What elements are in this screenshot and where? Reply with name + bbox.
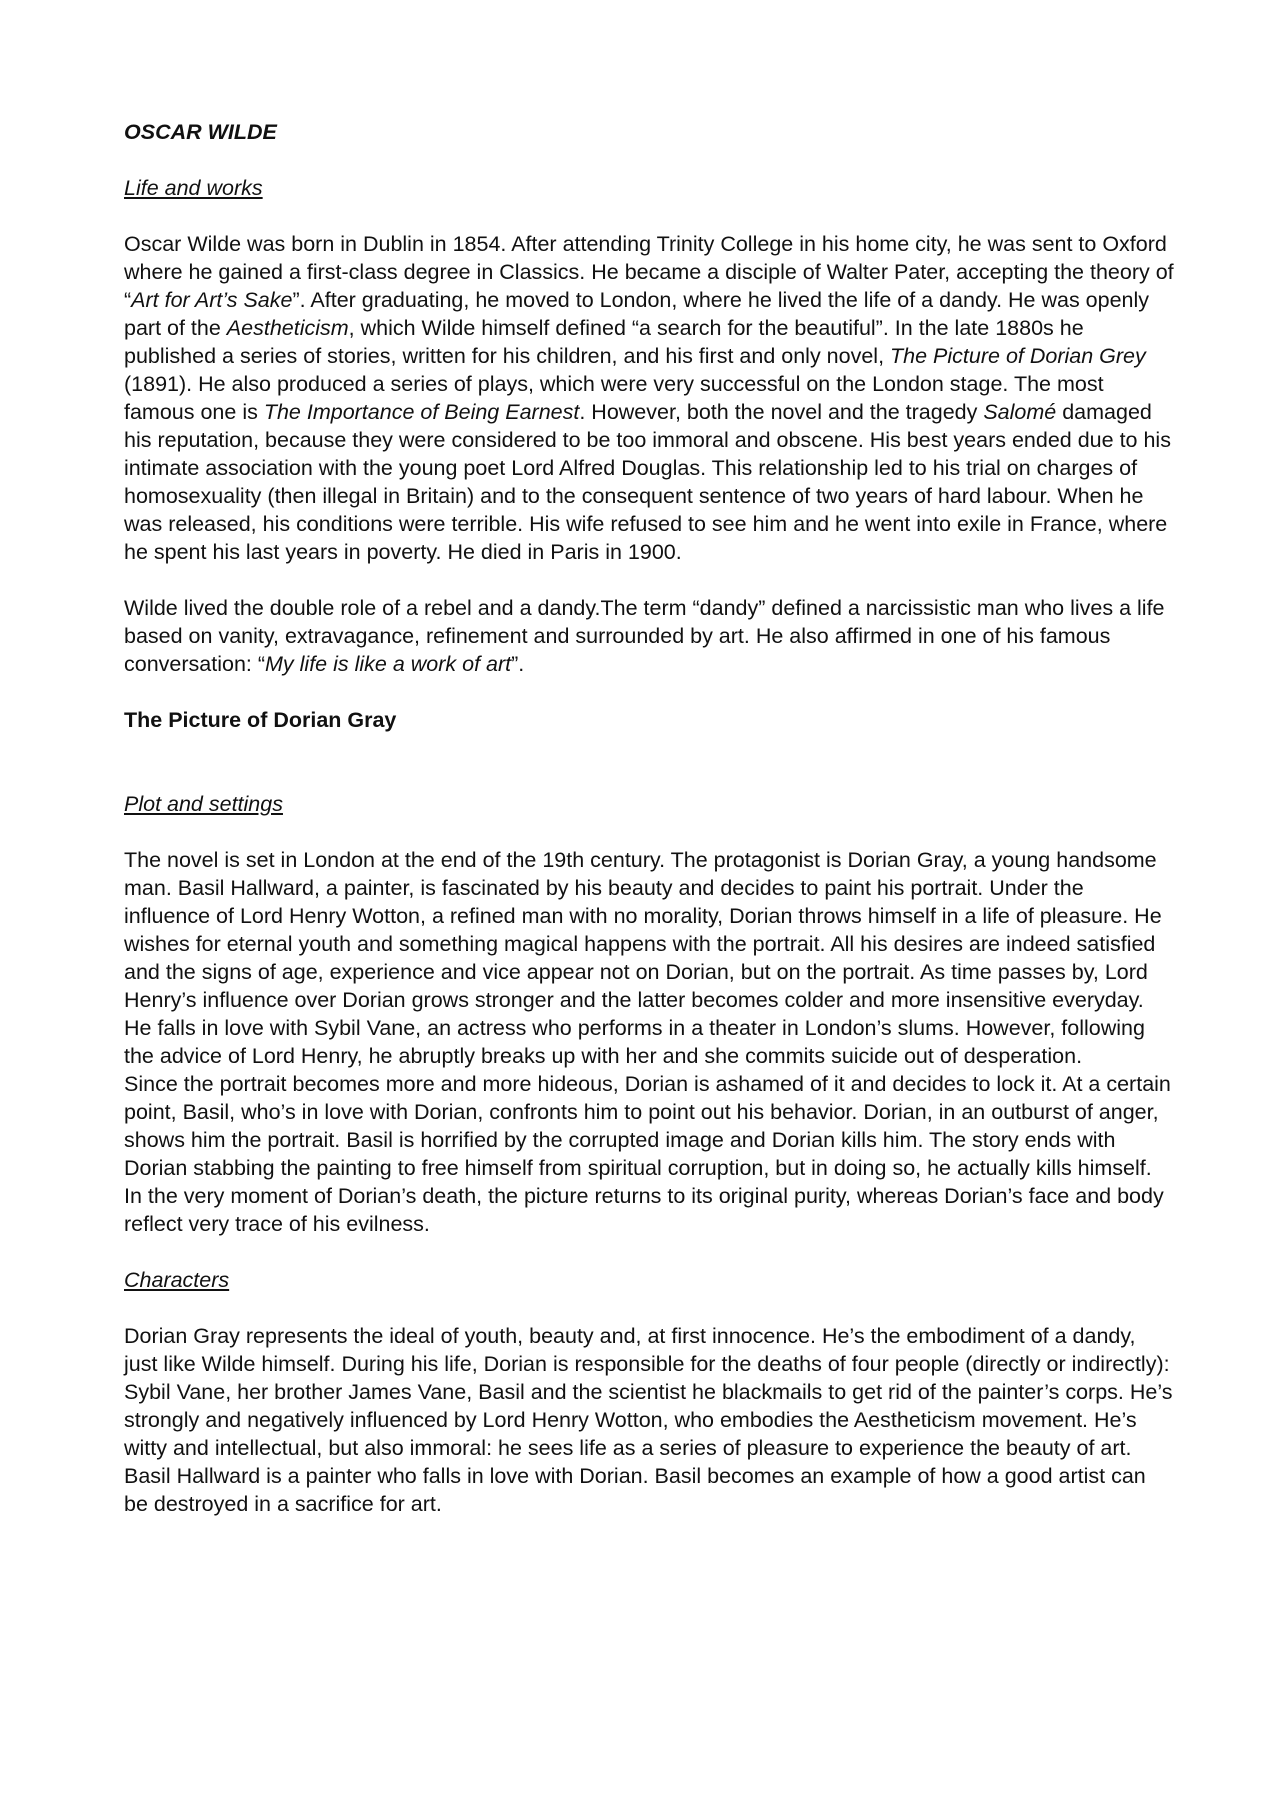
text-run: Oscar Wilde was born in Dublin in 1854. After attending Trinity College in his home city, he was sent to Oxford where he gained a first-class degree in Classics. He became a disciple of Walter Pater, accepting the theory of “ <box>124 232 1174 312</box>
italic-text-run: Salomé <box>983 400 1057 424</box>
life-and-works-paragraph-1 <box>124 230 1174 566</box>
italic-text-run: My life is like a work of art <box>265 652 512 676</box>
text-run: , which Wilde himself defined “a search for the beautiful”. In the late 1880s he published a series of stories, written for his children, and his first and only novel, <box>124 316 1084 368</box>
life-and-works-paragraph-2 <box>124 594 1174 678</box>
text-run: Wilde lived the double role of a rebel and a dandy.The term “dandy” defined a narcissistic man who lives a life based on vanity, extravagance, refinement and surrounded by art. He also affirmed in one of his famous conversation: “ <box>124 596 1165 676</box>
life-and-works-heading: Life and works <box>124 176 263 200</box>
italic-text-run: Art for Art’s Sake <box>131 288 293 312</box>
italic-text-run: The Picture of Dorian Grey <box>890 344 1146 368</box>
novel-title: The Picture of Dorian Gray <box>124 708 397 732</box>
document-page <box>124 118 1174 1546</box>
italic-text-run: Aestheticism <box>226 316 349 340</box>
plot-paragraph-2: Since the portrait becomes more and more hideous, Dorian is ashamed of it and decides to lock it. At a certain point, Basil, who’s in love with Dorian, confronts him to point out his behavior. Dorian, in an outburst of anger, shows him the portrait. Basil is horrified by the corrupted image and Dorian kills him. The story ends with Dorian stabbing the painting to free himself from spiritual corruption, but in doing so, he actually kills himself. In the very moment of Dorian’s death, the picture returns to its original purity, whereas Dorian’s face and body reflect very trace of his evilness. <box>124 1072 1171 1236</box>
italic-text-run: The Importance of Being Earnest <box>263 400 580 424</box>
text-run: (1891). He also produced a series of plays, which were very successful on the London stage. The most famous one is <box>124 372 1104 424</box>
plot-paragraph-1: The novel is set in London at the end of the 19th century. The protagonist is Dorian Gray, a young handsome man. Basil Hallward, a painter, is fascinated by his beauty and decides to paint his portrait. Under the influence of Lord Henry Wotton, a refined man with no morality, Dorian throws himself in a life of pleasure. He wishes for eternal youth and something magical happens with the portrait. All his desires are indeed satisfied and the signs of age, experience and vice appear not on Dorian, but on the portrait. As time passes by, Lord Henry’s influence over Dorian grows stronger and the latter becomes colder and more insensitive everyday. He falls in love with Sybil Vane, an actress who performs in a theater in London’s slums. However, following the advice of Lord Henry, he abruptly breaks up with her and she commits suicide out of desperation. <box>124 848 1162 1068</box>
characters-paragraph: Dorian Gray represents the ideal of youth, beauty and, at first innocence. He’s the embodiment of a dandy, just like Wilde himself. During his life, Dorian is responsible for the deaths of four people (directly or indirectly): Sybil Vane, her brother James Vane, Basil and the scientist he blackmails to get rid of the painter’s corps. He’s strongly and negatively influenced by Lord Henry Wotton, who embodies the Aestheticism movement. He’s witty and intellectual, but also immoral: he sees life as a series of pleasure to experience the beauty of art. Basil Hallward is a painter who falls in love with Dorian. Basil becomes an example of how a good artist can be destroyed in a sacrifice for art. <box>124 1324 1173 1516</box>
text-run: damaged his reputation, because they were considered to be too immoral and obscene. His best years ended due to his intimate association with the young poet Lord Alfred Douglas. This relationship led to his trial on charges of homosexuality (then illegal in Britain) and to the consequent sentence of two years of hard labour. When he was released, his conditions were terrible. His wife refused to see him and he went into exile in France, where he spent his last years in poverty. He died in Paris in 1900. <box>124 400 1171 564</box>
text-run: . However, both the novel and the tragedy <box>579 400 984 424</box>
plot-and-settings-heading: Plot and settings <box>124 792 283 816</box>
document-title: OSCAR WILDE <box>124 120 277 144</box>
text-run: ”. After graduating, he moved to London, where he lived the life of a dandy. He was openly part of the <box>124 288 1150 340</box>
characters-heading: Characters <box>124 1268 230 1292</box>
text-run: ”. <box>511 652 525 676</box>
